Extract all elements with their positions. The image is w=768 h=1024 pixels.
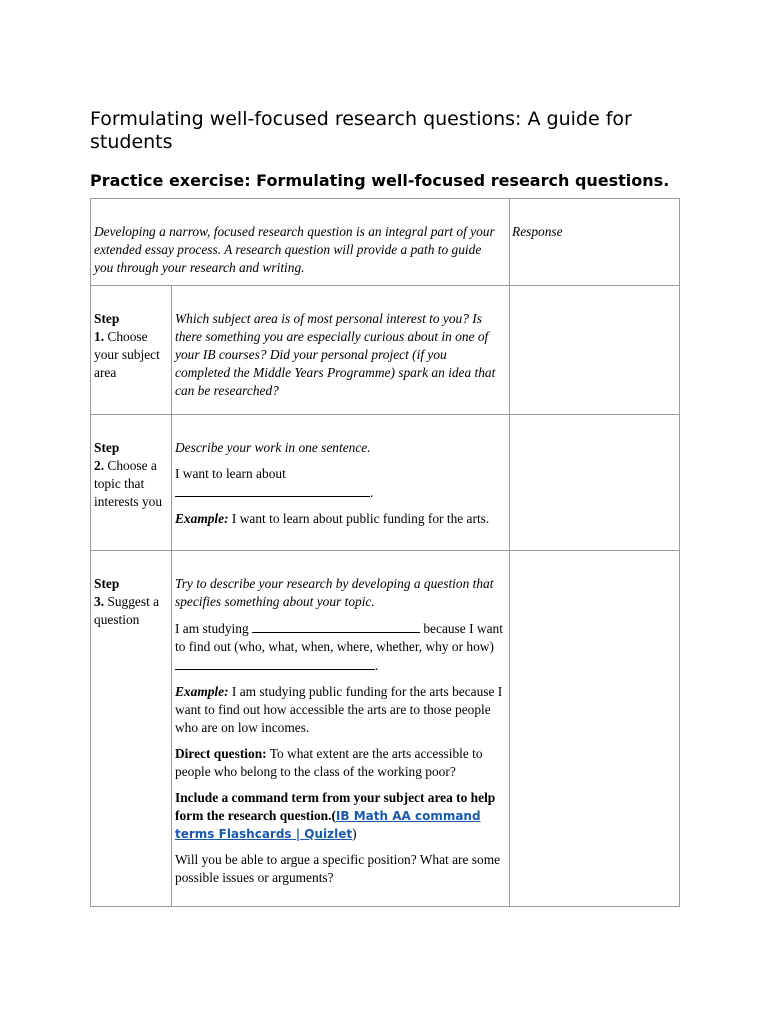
step-3-label-cell <box>91 551 172 907</box>
step-3-direct-question <box>175 745 503 781</box>
step-2-response-cell[interactable] <box>510 415 680 551</box>
step-3-command-text: Include a command term from your subject area to help form the research question. <box>175 790 496 823</box>
step-1-number: 1. <box>94 329 105 344</box>
document-title: Formulating well-focused research questions: A guide for students <box>90 108 632 153</box>
step-3-example-label: Example: <box>175 684 229 699</box>
step-2-sentence-end: . <box>370 485 374 500</box>
response-header: Response <box>512 224 563 239</box>
step-1-label: Step <box>94 311 120 326</box>
step-3-studying-start: I am studying <box>175 621 249 636</box>
step-3-command-term <box>175 789 503 843</box>
table-row-step-2 <box>91 415 680 551</box>
step-1-description-cell <box>172 286 510 415</box>
step-2-example <box>175 510 503 528</box>
step-3-studying-sentence <box>175 619 503 675</box>
table-row-step-3 <box>91 551 680 907</box>
step-2-sentence-start: I want to learn about <box>175 466 286 481</box>
intro-text: Developing a narrow, focused research question is an integral part of your extended essay process. A research question will provide a path to guide you through your research and writing. <box>94 224 495 275</box>
step-3-closing: Will you be able to argue a specific position? What are some possible issues or arguments? <box>175 852 501 885</box>
step-3-example-text: I am studying public funding for the arts because I want to find out how accessible the arts are to those people who are on low incomes. <box>175 684 503 735</box>
quizlet-link[interactable]: IB Math AA command terms Flashcards | Quizlet <box>175 809 481 841</box>
step-3-link-open: ( <box>331 808 336 823</box>
step-3-response-cell[interactable] <box>510 551 680 907</box>
step-3-number: 3. <box>94 594 105 609</box>
step-3-direct-label: Direct question: <box>175 746 267 761</box>
step-1-response-cell[interactable] <box>510 286 680 415</box>
step-2-description-cell <box>172 415 510 551</box>
step-2-name: Choose a topic that interests you <box>94 458 163 509</box>
step-1-prompt: Which subject area is of most personal interest to you? Is there something you are especially curious about in one of your IB courses? Did your personal project (if you completed the Middle Years Programme) spark an idea that can be researched? <box>175 311 496 398</box>
step-2-sentence <box>175 465 503 502</box>
exercise-table <box>90 198 680 907</box>
intro-cell <box>91 199 510 286</box>
step-2-blank <box>175 483 370 497</box>
step-3-example <box>175 683 503 737</box>
step-2-example-label: Example: <box>175 511 229 526</box>
step-3-link-close: ) <box>352 826 357 841</box>
step-3-studying-end: . <box>375 658 379 673</box>
response-header-cell <box>510 199 680 286</box>
step-2-number: 2. <box>94 458 105 473</box>
exercise-subtitle: Practice exercise: Formulating well-focused research questions. <box>90 171 670 190</box>
step-3-prompt: Try to describe your research by developing a question that specifies something about your topic. <box>175 576 494 609</box>
step-3-description-cell <box>172 551 510 907</box>
step-2-label: Step <box>94 440 120 455</box>
step-2-example-text: I want to learn about public funding for the arts. <box>228 511 490 526</box>
step-1-label-cell <box>91 286 172 415</box>
step-3-label: Step <box>94 576 120 591</box>
step-3-name: Suggest a question <box>94 594 160 627</box>
step-3-direct-text: To what extent are the arts accessible to people who belong to the class of the working poor? <box>175 746 483 779</box>
step-2-label-cell <box>91 415 172 551</box>
table-row-step-1 <box>91 286 680 415</box>
step-3-studying-middle: because I want to find out (who, what, when, where, whether, why or how) <box>175 621 503 654</box>
step-3-blank-reason <box>175 656 375 670</box>
step-1-name: Choose your subject area <box>94 329 160 380</box>
table-row-intro <box>91 199 680 286</box>
step-2-prompt: Describe your work in one sentence. <box>175 440 371 455</box>
step-3-blank-topic <box>252 619 420 633</box>
